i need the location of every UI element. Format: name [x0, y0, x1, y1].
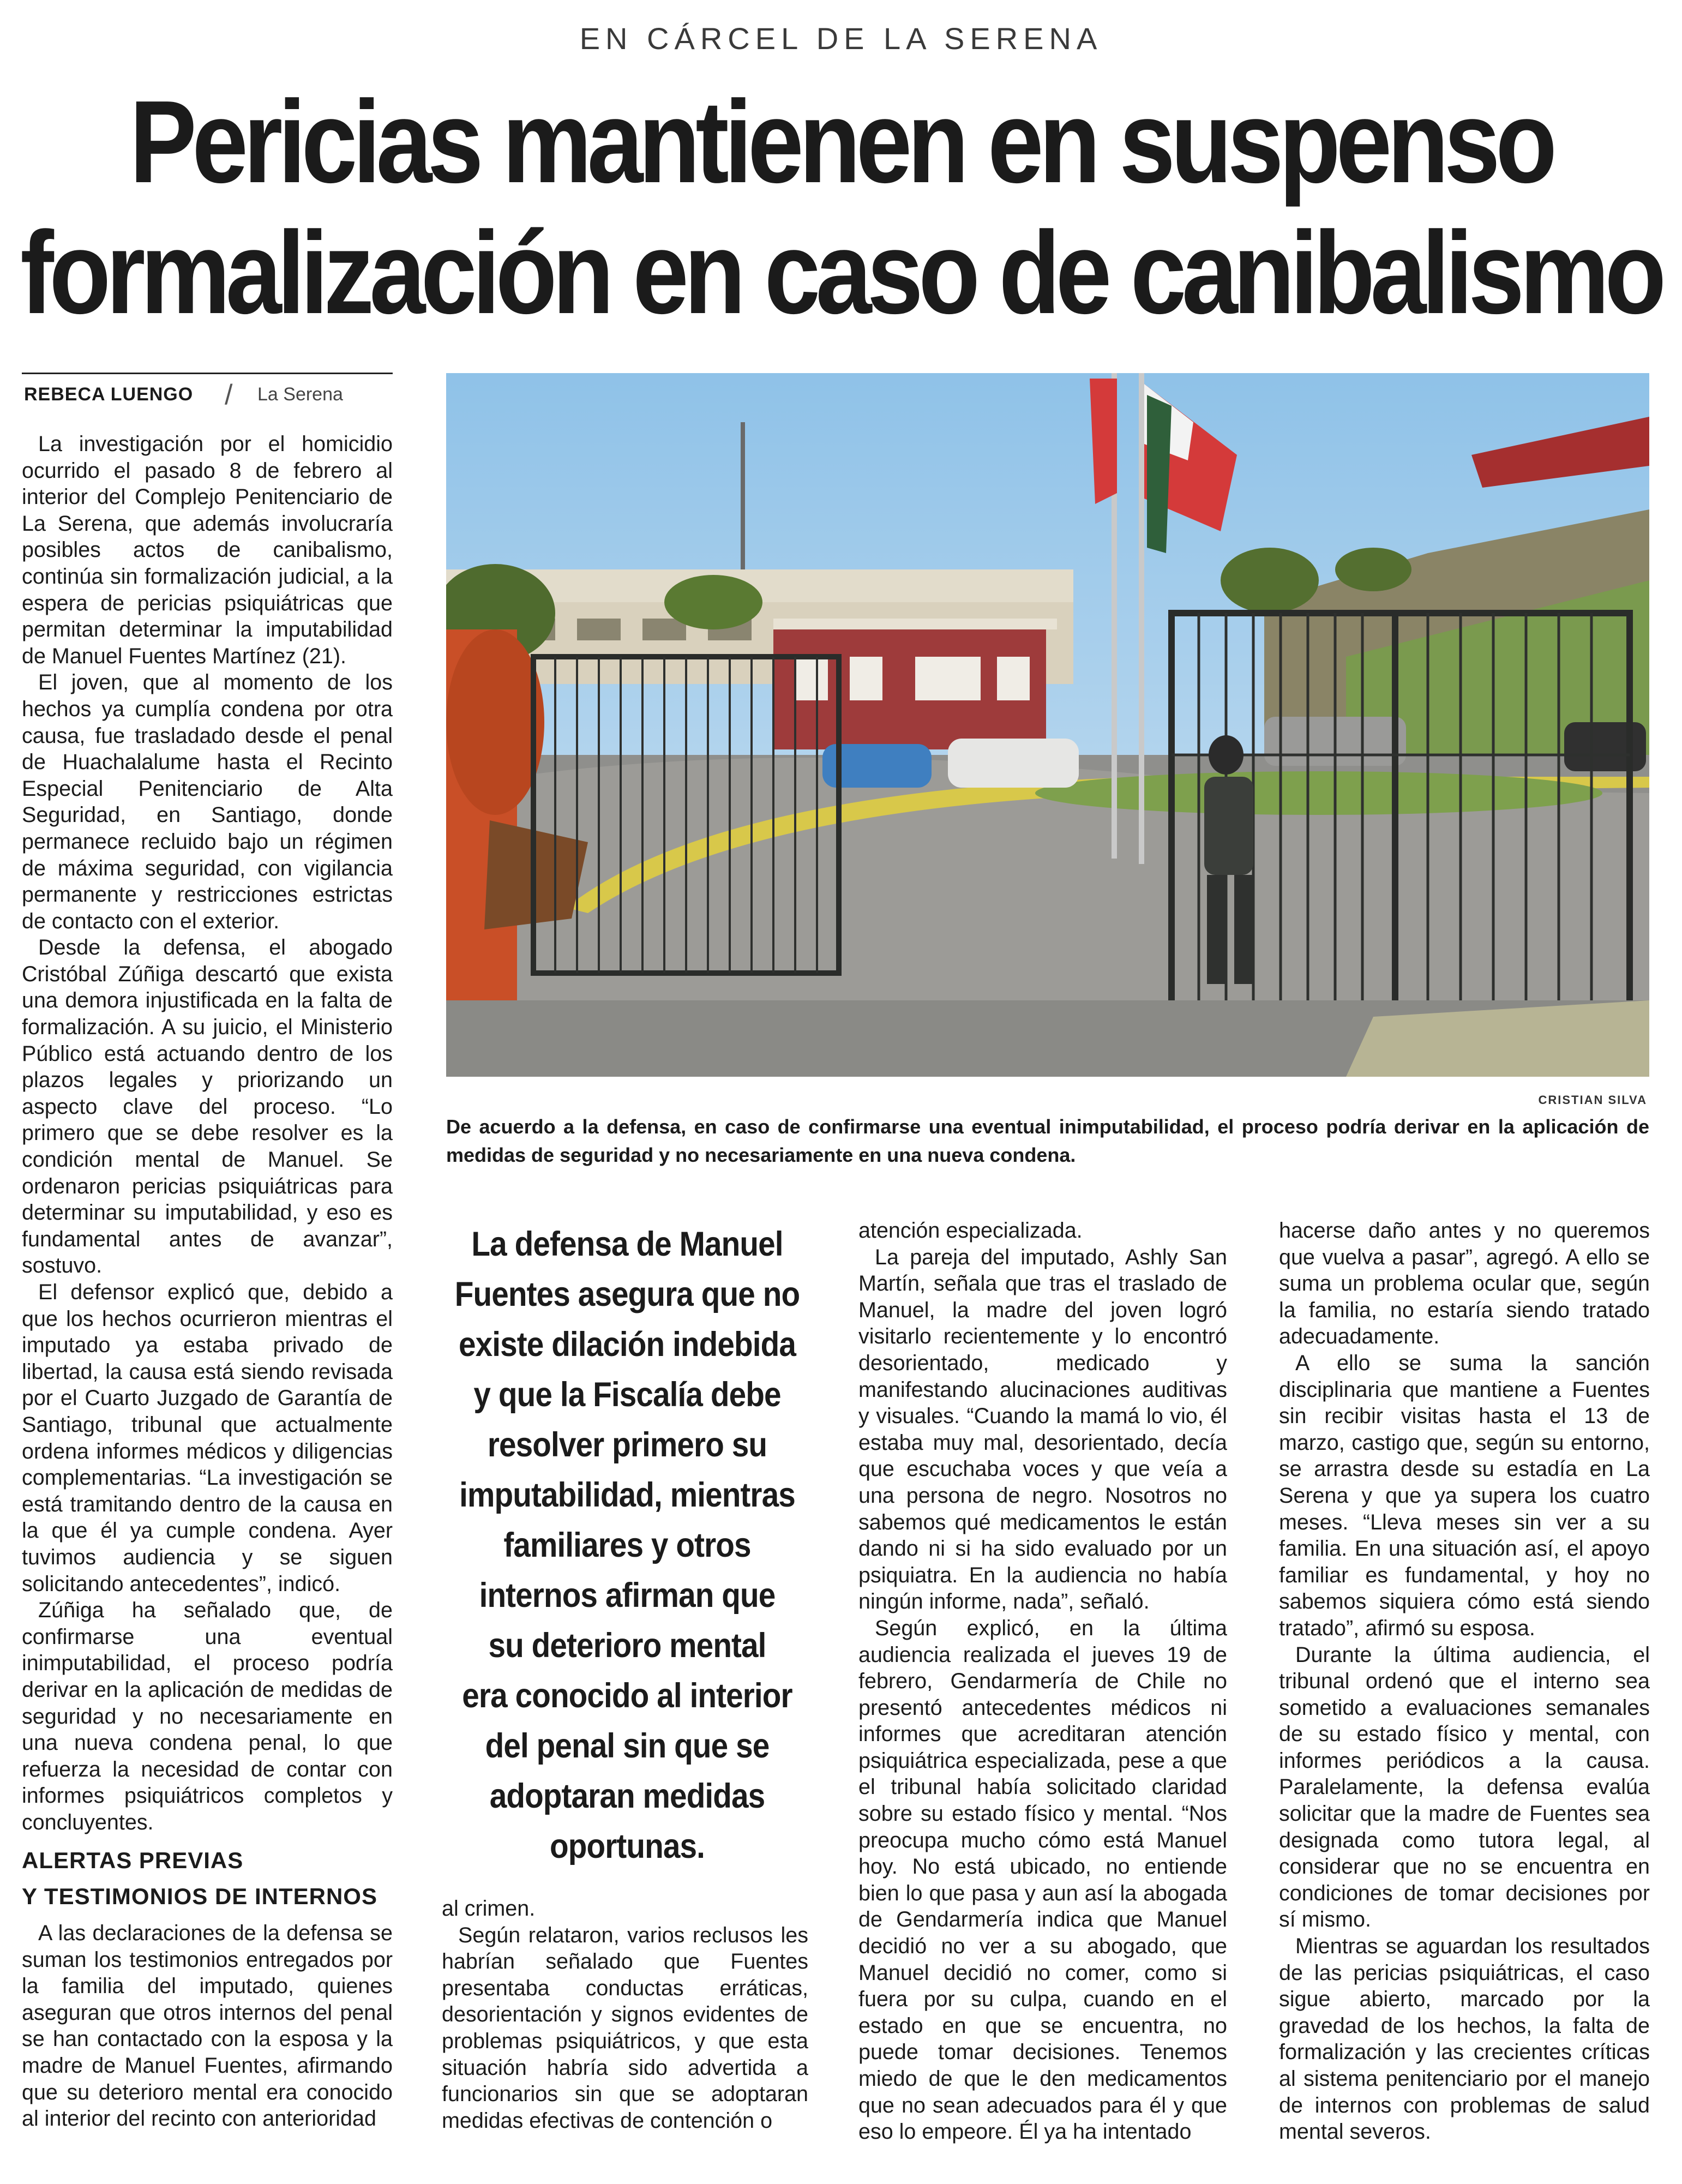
paragraph: Mientras se aguardan los resultados de las pericias psiquiátricas, el caso sigue abierto, marcado por la gravedad de los hechos, la falta de formalización y las crecientes críticas al sistema penitenciario por el manejo de internos con problemas de salud mental severos.	[1279, 1934, 1650, 2144]
article-column-3	[858, 1217, 1227, 2145]
paragraph: Según explicó, en la última audiencia realizada el jueves 19 de febrero, Gendarmería de Chile no presentó antecedentes médicos ni informes que acreditaran atención psiquiátrica especializada, pese a que el tribunal había solicitado claridad sobre su estado físico y mental. “Nos preocupa mucho cómo está Manuel hoy. No está ubicado, no entiende bien lo que pasa y aun así la abogada de Gendarmería indica que Manuel decidió no ver a su abogado, que Manuel decidió no comer, como si fuera por su culpa, cuando en el estado en que se encuentra, no puede tomar decisiones. Tenemos miedo de que le den medicamentos que no sean adecuados para él y que eso lo empeore. Él ya ha intentado	[858, 1616, 1227, 2144]
paragraph: La investigación por el homicidio ocurrido el pasado 8 de febrero al interior del Complejo Penitenciario de La Serena, que además involucraría posibles actos de canibalismo, continúa sin formalización judicial, a la espera de pericias psiquiátricas que permitan determinar la imputabilidad de Manuel Fuentes Martínez (21).	[22, 432, 393, 668]
pull-quote-line: familiares y otros	[503, 1526, 751, 1564]
paragraph: A las declaraciones de la defensa se suman los testimonios entregados por la familia del imputado, quienes aseguran que otros internos del penal se han contactado con la esposa y la madre de Manuel Fuentes, afirmando que su deterioro mental era conocido al interior del recinto con anterioridad	[22, 1921, 393, 2131]
pull-quote-line: imputabilidad, mientras	[459, 1476, 795, 1514]
byline-divider: /	[225, 379, 233, 411]
photo-caption: De acuerdo a la defensa, en caso de confirmarse una eventual inimputabilidad, el proceso podría derivar en la aplicación de medidas de seguridad y no necesariamente en una nueva condena.	[446, 1115, 1649, 1166]
headline-line-2: formalización en caso de canibalismo	[20, 207, 1662, 338]
article-column-1-continued	[22, 1920, 393, 2132]
article-column-4	[1279, 1217, 1650, 2145]
byline	[22, 373, 393, 411]
pull-quote-line: resolver primero su	[487, 1426, 767, 1464]
pull-quote-line: La defensa de Manuel	[471, 1225, 783, 1263]
paragraph: atención especializada.	[858, 1219, 1083, 1243]
section-kicker: EN CÁRCEL DE LA SERENA	[579, 21, 1103, 56]
article-column-2	[442, 1895, 808, 2134]
paragraph: al crimen.	[442, 1897, 536, 1921]
headline	[20, 76, 1662, 338]
subheading-line-1: ALERTAS PREVIAS	[22, 1847, 244, 1873]
paragraph: El defensor explicó que, debido a que los hechos ocurrieron mientras el imputado ya estaba privado de libertad, la causa está siendo revisada por el Cuarto Juzgado de Garantía de Santiago, tribunal que actualmente ordena informes médicos y diligencias complementarias. “La investigación se está tramitando dentro de la causa en la que él ya cumple condena. Ayer tuvimos audiencia y se siguen solicitando antecedentes”, indicó.	[22, 1280, 393, 1596]
paragraph: Durante la última audiencia, el tribunal ordenó que el interno sea sometido a evaluaciones semanales de su estado físico y mental, con informes periódicos a la causa. Paralelamente, la defensa evalúa solicitar que la madre de Fuentes sea designada como tutora legal, al considerar que no se encuentra en condiciones de tomar decisiones por sí mismo.	[1279, 1642, 1650, 1932]
pull-quote-line: oportunas.	[550, 1827, 705, 1865]
pull-quote-line: adoptaran medidas	[489, 1777, 765, 1815]
paragraph: El joven, que al momento de los hechos ya cumplía condena por otra causa, fue trasladado desde el penal de Huachalalume hasta el Recinto Especial Penitenciario de Alta Seguridad, en Santiago, donde permanece recluido bajo un régimen de máxima seguridad, con vigilancia permanente y restricciones estrictas de contacto con el exterior.	[22, 670, 393, 933]
headline-line-1: Pericias mantienen en suspenso	[129, 76, 1553, 207]
pull-quote-line: era conocido al interior	[462, 1677, 792, 1715]
paragraph: Zúñiga ha señalado que, de confirmarse una eventual inimputabilidad, el proceso podría derivar en la aplicación de medidas de seguridad y no necesariamente en una nueva condena penal, lo que refuerza la necesidad de contar con informes psiquiátricos completos y concluyentes.	[22, 1598, 393, 1834]
pull-quote-line: del penal sin que se	[485, 1727, 770, 1765]
byline-author: REBECA LUENGO	[24, 384, 194, 405]
pull-quote-line: existe dilación indebida	[458, 1325, 796, 1364]
pull-quote-line: y que la Fiscalía debe	[473, 1376, 781, 1414]
pull-quote-line: Fuentes asegura que no	[454, 1275, 800, 1313]
paragraph: Desde la defensa, el abogado Cristóbal Zúñiga descartó que exista una demora injustificada en la falta de formalización. A su juicio, el Ministerio Público está actuando dentro de los plazos legales y priorizando un aspecto clave del proceso. “Lo primero que se debe resolver es la condición mental de Manuel. Se ordenaron pericias psiquiátricas para determinar su imputabilidad, y eso es fundamental antes de avanzar”, sostuvo.	[22, 935, 393, 1278]
paragraph: A ello se suma la sanción disciplinaria que mantiene a Fuentes sin recibir visitas hasta el 13 de marzo, castigo que, según su entorno, se arrastra desde su estadía en La Serena y que ya supera los cuatro meses. “Lleva meses sin ver a su familia. En una situación así, el apoyo familiar es fundamental, y hoy no sabemos siquiera cómo está siendo tratado”, afirmó su esposa.	[1279, 1351, 1650, 1640]
photo-credit: CRISTIAN SILVA	[1538, 1093, 1647, 1107]
paragraph: hacerse daño antes y no queremos que vuelva a pasar”, agregó. A ello se suma un problema ocular que, según la familia, no estaría siendo tratado adecuadamente.	[1279, 1219, 1650, 1349]
pull-quote-line: internos afirman que	[479, 1576, 776, 1615]
byline-place: La Serena	[257, 384, 343, 405]
subheading-line-2: Y TESTIMONIOS DE INTERNOS	[22, 1883, 377, 1909]
prison-gate-photo	[446, 373, 1649, 1077]
paragraph: Según relataron, varios reclusos les habrían señalado que Fuentes presentaba conductas erráticas, desorientación y signos evidentes de problemas psiquiátricos, y que esta situación habría sido advertida a funcionarios sin que se adoptaran medidas efectivas de contención o	[442, 1923, 808, 2133]
pull-quote	[454, 1219, 800, 1871]
pull-quote-line: su deterioro mental	[488, 1627, 766, 1665]
subheading	[22, 1843, 393, 1915]
paragraph: La pareja del imputado, Ashly San Martín, señala que tras el traslado de Manuel, la madre del joven logró visitarlo recientemente y lo encontró desorientado, medicado y manifestando alucinaciones auditivas y visuales. “Cuando la mamá lo vio, él estaba muy mal, desorientado, decía que escuchaba voces y que veía a una persona de negro. Nosotros no sabemos qué medicamentos le están dando ni si ha sido evaluado por un psiquiatra. En la audiencia no había ningún informe, nada”, señaló.	[858, 1245, 1227, 1614]
article-column-1	[22, 431, 393, 1835]
